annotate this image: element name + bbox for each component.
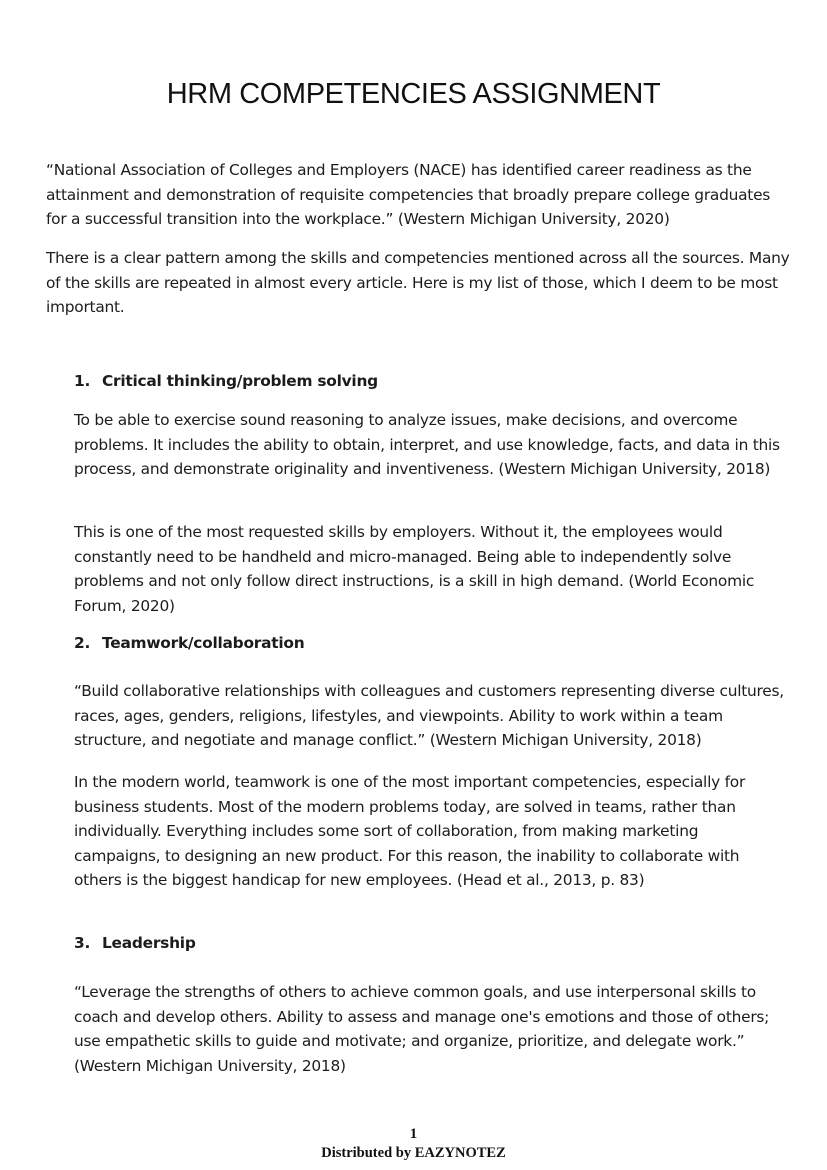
section-number: 1. (74, 372, 91, 390)
intro-paragraph-nace-quote: “National Association of Colleges and Employers (NACE) has identified career readiness as the attainment and demonstration of requisite competencies that broadly prepare college graduates for a successful transition into the workplace.” (Western Michigan University, 2020) (46, 161, 771, 228)
section-heading-label: Teamwork/collaboration (102, 634, 305, 652)
section-paragraph: “Build collaborative relationships with colleagues and customers representing diverse cultures, races, ages, genders, religions, lifestyles, and viewpoints. Ability to work within a team structure, and negotiate and manage conflict.” (Western Michigan University, 2018) (74, 682, 784, 749)
section-paragraph: This is one of the most requested skills by employers. Without it, the employees would constantly need to be handheld and micro-managed. Being able to independently solve problems and not only follow direct instructions, is a skill in high demand. (World Economic Forum, 2020) (74, 523, 755, 615)
section-heading-label: Leadership (102, 934, 196, 952)
section-paragraph: “Leverage the strengths of others to achieve common goals, and use interpersonal skills to coach and develop others. Ability to assess and manage one's emotions and those of others; use empathetic skills to guide and motivate; and organize, prioritize, and delegate work.” (Western Michigan University, 2018) (74, 983, 770, 1075)
page-number: 1 (409, 1126, 418, 1142)
intro-paragraph-skills-pattern: There is a clear pattern among the skills and competencies mentioned across all the sources. Many of the skills are repeated in almost every article. Here is my list of those, which I deem to be most important. (46, 249, 790, 316)
document-title: HRM COMPETENCIES ASSIGNMENT (166, 78, 661, 110)
section-heading-critical-thinking (74, 372, 378, 390)
section-number: 3. (74, 934, 91, 952)
distributed-by-footer: Distributed by EAZYNOTEZ (321, 1145, 506, 1161)
section-heading-leadership (74, 934, 196, 952)
section-heading-label: Critical thinking/problem solving (102, 372, 378, 390)
section-number: 2. (74, 634, 91, 652)
section-paragraph: In the modern world, teamwork is one of the most important competencies, especially for business students. Most of the modern problems today, are solved in teams, rather than individually. Everything includes some sort of collaboration, from making marketing campaigns, to designing an new product. For this reason, the inability to collaborate with others is the biggest handicap for new employees. (Head et al., 2013, p. 83) (74, 773, 746, 889)
section-paragraph: To be able to exercise sound reasoning to analyze issues, make decisions, and overcome problems. It includes the ability to obtain, interpret, and use knowledge, facts, and data in this process, and demonstrate originality and inventiveness. (Western Michigan University, 2018) (74, 411, 780, 478)
section-heading-teamwork (74, 634, 304, 652)
